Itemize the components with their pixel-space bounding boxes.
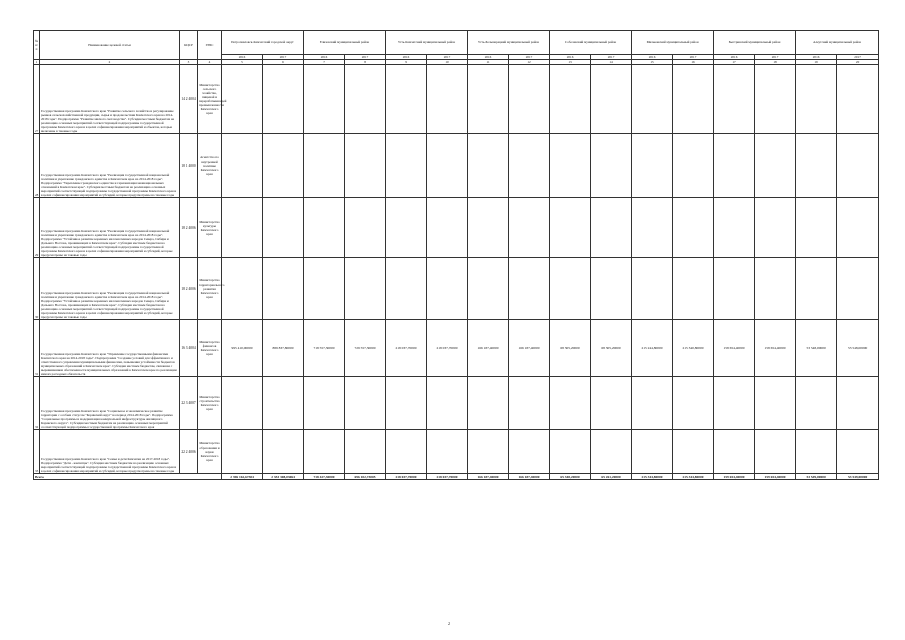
row-value	[386, 65, 427, 134]
row-grbs: Министерство финансов Камчатского края	[198, 320, 222, 377]
page-number: 2	[448, 621, 450, 626]
total-value: 159 654,40000	[714, 474, 755, 480]
row-value	[673, 377, 714, 430]
header-year: 2017	[427, 55, 468, 60]
column-number: 10	[427, 60, 468, 65]
row-value	[386, 198, 427, 258]
table-row	[34, 198, 879, 258]
total-value: 215 344,80000	[632, 474, 673, 480]
row-value	[591, 198, 632, 258]
row-value	[796, 134, 837, 198]
row-value	[345, 198, 386, 258]
row-value: 166 187,40000	[509, 320, 550, 377]
row-value	[468, 377, 509, 430]
row-value	[468, 65, 509, 134]
header-district: Усть-Большерецкий муниципальный район	[468, 31, 550, 55]
table-row	[34, 134, 879, 198]
row-grbs: Министерство строительства Камчатского края	[198, 377, 222, 430]
row-value	[222, 65, 263, 134]
column-number: 20	[837, 60, 879, 65]
row-value	[427, 134, 468, 198]
column-number: 6	[263, 60, 304, 65]
row-kcsr: 22 3 4007	[180, 377, 198, 430]
row-value	[632, 377, 673, 430]
header-district: Елизовский муниципальный район	[304, 31, 386, 55]
row-value	[550, 65, 591, 134]
column-number: 11	[468, 60, 509, 65]
header-year: 2016	[468, 55, 509, 60]
row-value	[304, 377, 345, 430]
row-name: Государственная программа Камчатского края "Реализация государственной национальной политики и укрепление гражданского единства в Камчатском крае на 2014-2018 годы". Подпрограмма "Устойчивое развитие коренных малочисленных народов Севера, Сибири и Дальнего Востока, проживающих в Камчатском крае". Субсидия местным бюджетам на реализацию основных мероприятий соответствующей подпрограммы государственной программы Камчатского края и в целях софинансирования мероприятий и субсидий, которые предусмотрены на таковые годы	[40, 258, 180, 320]
row-number: 33	[34, 430, 40, 474]
row-value	[304, 65, 345, 134]
table-body	[34, 65, 879, 480]
row-value	[673, 65, 714, 134]
total-value: 53 549,00000	[837, 474, 879, 480]
total-label: Всего	[34, 474, 222, 480]
row-value	[263, 377, 304, 430]
row-value: 158 654,40000	[714, 320, 755, 377]
row-value	[427, 430, 468, 474]
header-year: 2016	[796, 55, 837, 60]
row-number: 31	[34, 320, 40, 377]
row-value: 729 557,30000	[345, 320, 386, 377]
column-number: 3	[180, 60, 198, 65]
header-district: Быстринский муниципальный район	[714, 31, 796, 55]
header-kcsr: КЦСР	[180, 31, 198, 60]
row-value	[345, 430, 386, 474]
row-value	[755, 377, 796, 430]
header-year: 2017	[345, 55, 386, 60]
row-value	[673, 258, 714, 320]
row-name: Государственная программа Камчатского края "Реализация государственной национальной политики и укрепление гражданского единства в Камчатском крае на 2014-2018 годы". Подпрограмма "Укрепление гражданского единства и гармонизация межнациональных отношений в Камчатском крае". Субсидия местным бюджетам на реализацию основных мероприятий соответствующей подпрограммы государственной программы Камчатского края и в целях софинансирования мероприятий и субсидий, которые предусмотрены на таковые годы	[40, 134, 180, 198]
column-number: 4	[198, 60, 222, 65]
header-year: 2017	[263, 55, 304, 60]
total-value: 2 353 308,03064	[263, 474, 304, 480]
header-year: 2016	[714, 55, 755, 60]
row-grbs: Министерство образования и науки Камчатского края	[198, 430, 222, 474]
total-row	[34, 474, 879, 480]
header-year: 2016	[632, 55, 673, 60]
row-value	[550, 134, 591, 198]
row-grbs: Агентство по внутренней политике Камчатского края	[198, 134, 222, 198]
header-year: 2017	[591, 55, 632, 60]
total-value: 696 102,73005	[345, 474, 386, 480]
header-year: 2016	[304, 55, 345, 60]
row-value	[386, 258, 427, 320]
row-value	[509, 377, 550, 430]
row-value	[837, 377, 879, 430]
row-value	[427, 65, 468, 134]
header-year: 2016	[222, 55, 263, 60]
row-name: Государственная программа Камчатского края "Социальное и экономическое развитие территории с особым статусом "Корякский округ" на период 2014-2018 годы". Подпрограмма "Социальные программы и модернизация коммунальной инфраструктуры жилищного Корякского округа". Субсидия местным бюджетам на реализацию основных мероприятий соответствующей подпрограммы государственной программы Камчатского края	[40, 377, 180, 430]
row-value	[591, 377, 632, 430]
column-number: 19	[796, 60, 837, 65]
header-year: 2017	[673, 55, 714, 60]
row-number: 30	[34, 258, 40, 320]
row-value	[755, 258, 796, 320]
header-num: № п/п	[34, 31, 40, 60]
row-value	[427, 198, 468, 258]
row-name: Государственная программа Камчатского края "Управление государственными финансами Камчатского края на 2014-2018 годы". Подпрограмма "Создание условий для эффективного и ответственного управления муниципальными финансами, повышения устойчивости бюджетов муниципальных образований в Камчатском крае". Субсидия местным бюджетам, связанная с выравниванием обеспеченности муниципальных образований в Камчатском крае по реализации ими их расходных обязательств	[40, 320, 180, 377]
row-value	[632, 198, 673, 258]
column-number: 7	[304, 60, 345, 65]
row-value	[714, 430, 755, 474]
row-value	[550, 258, 591, 320]
row-value	[468, 134, 509, 198]
header-year: 2017	[509, 55, 550, 60]
row-value	[755, 134, 796, 198]
row-value	[714, 134, 755, 198]
row-value	[263, 430, 304, 474]
row-value	[263, 198, 304, 258]
row-value	[591, 134, 632, 198]
row-value	[632, 65, 673, 134]
column-number: 9	[386, 60, 427, 65]
row-grbs: Министерство культуры Камчатского края	[198, 198, 222, 258]
row-kcsr: 18 2 4006	[180, 258, 198, 320]
row-value	[632, 430, 673, 474]
column-number: 14	[591, 60, 632, 65]
row-value	[837, 258, 879, 320]
table-row	[34, 258, 879, 320]
row-kcsr: 14 2 4004	[180, 65, 198, 134]
row-value: 166 187,40000	[468, 320, 509, 377]
header-district: Мильковский муниципальный район	[632, 31, 714, 55]
row-value	[796, 430, 837, 474]
row-value: 53 548,00000	[837, 320, 879, 377]
header-year: 2017	[755, 55, 796, 60]
row-kcsr: 16 3 4004	[180, 320, 198, 377]
row-value	[550, 198, 591, 258]
row-value	[386, 430, 427, 474]
column-number: 18	[755, 60, 796, 65]
header-row	[34, 31, 879, 55]
column-number: 1	[34, 60, 40, 65]
row-value	[345, 65, 386, 134]
row-value	[796, 258, 837, 320]
column-number: 5	[222, 60, 263, 65]
row-value	[714, 258, 755, 320]
header-name: Наименование целевой статьи	[40, 31, 180, 60]
total-value: 218 037,70000	[386, 474, 427, 480]
row-value	[755, 65, 796, 134]
row-grbs: Министерство территориального развития Камчатского края	[198, 258, 222, 320]
row-value: 889 837,80000	[263, 320, 304, 377]
row-value	[509, 258, 550, 320]
row-value	[591, 65, 632, 134]
row-value	[304, 198, 345, 258]
row-value	[222, 198, 263, 258]
row-name: Государственная программа Камчатского края "Развитие сельского хозяйства и регулирование рынков сельскохозяйственной продукции, сырья и продовольствия Камчатского края на 2014-2018 годы". Подпрограмма "Развитие мясного скотоводства". Субсидия местным бюджетам на реализацию основных мероприятий соответствующей подпрограммы государственной программы Камчатского края и в целях софинансирования мероприятий и объектов, которые включены в таковые годы	[40, 65, 180, 134]
row-value: 68 305,20000	[550, 320, 591, 377]
row-value	[837, 65, 879, 134]
row-value	[468, 258, 509, 320]
total-value: 65 348,20000	[550, 474, 591, 480]
row-value	[509, 430, 550, 474]
table-row	[34, 320, 879, 377]
row-number: 27	[34, 65, 40, 134]
table-row	[34, 65, 879, 134]
budget-table	[33, 30, 879, 480]
header-district: Петропавловск-Камчатский городской округ	[222, 31, 304, 55]
column-number: 2	[40, 60, 180, 65]
row-value	[386, 134, 427, 198]
row-value	[427, 377, 468, 430]
row-value: 218 037,70000	[386, 320, 427, 377]
row-value	[263, 258, 304, 320]
row-kcsr: 18 1 4000	[180, 134, 198, 198]
row-value: 215 340,80000	[673, 320, 714, 377]
total-value: 218 037,70000	[427, 474, 468, 480]
column-number: 15	[632, 60, 673, 65]
row-value	[755, 430, 796, 474]
row-value	[304, 430, 345, 474]
row-value	[386, 377, 427, 430]
row-value	[222, 258, 263, 320]
column-number: 16	[673, 60, 714, 65]
row-value	[714, 65, 755, 134]
column-number: 17	[714, 60, 755, 65]
header-grbs: ГРБС	[198, 31, 222, 60]
row-value: 68 305,20000	[591, 320, 632, 377]
row-kcsr: 18 2 4006	[180, 198, 198, 258]
row-value	[837, 430, 879, 474]
total-value: 53 549,00000	[796, 474, 837, 480]
row-value	[345, 258, 386, 320]
row-name: Государственная программа Камчатского края "Семья и дети Камчатки на 2017-2018 годы". Подпрограмма "Дети - камчатцы". Субсидия местным бюджетам на реализацию основных мероприятий соответствующей подпрограммы государственной программы Камчатского края и в целях софинансирования мероприятий и субсидий, которые предусмотрены на таковые годы	[40, 430, 180, 474]
total-value: 65 261,20000	[591, 474, 632, 480]
row-name: Государственная программа Камчатского края "Реализация государственной национальной политики и укрепление гражданского единства в Камчатском крае на 2014-2018 годы". Подпрограмма "Устойчивое развитие коренных малочисленных народов Севера, Сибири и Дальнего Востока, проживающих в Камчатском крае". Субсидия местным бюджетам на реализацию основных мероприятий соответствующей подпрограммы государственной программы Камчатского края и в целях софинансирования мероприятий и субсидий, которые предусмотрены на таковые годы	[40, 198, 180, 258]
row-value	[222, 134, 263, 198]
header-district: Усть-Камчатский муниципальный район	[386, 31, 468, 55]
row-value	[714, 377, 755, 430]
row-value	[796, 377, 837, 430]
row-value	[591, 430, 632, 474]
row-value	[222, 377, 263, 430]
row-value	[550, 377, 591, 430]
header-district: Алеутский муниципальный район	[796, 31, 879, 55]
row-value: 995 410,00000	[222, 320, 263, 377]
column-number: 13	[550, 60, 591, 65]
total-value: 2 396 162,67304	[222, 474, 263, 480]
row-value	[796, 65, 837, 134]
row-number: 28	[34, 134, 40, 198]
total-value: 166 187,40000	[509, 474, 550, 480]
row-number: 29	[34, 198, 40, 258]
header-year: 2016	[386, 55, 427, 60]
row-value	[263, 134, 304, 198]
row-value	[509, 65, 550, 134]
total-value: 159 654,40000	[755, 474, 796, 480]
row-value: 53 548,00000	[796, 320, 837, 377]
row-value: 158 654,40000	[755, 320, 796, 377]
row-value	[673, 134, 714, 198]
row-value	[755, 198, 796, 258]
row-value	[673, 198, 714, 258]
row-number: 32	[34, 377, 40, 430]
row-value	[509, 198, 550, 258]
row-value	[345, 134, 386, 198]
table-row	[34, 430, 879, 474]
row-value	[509, 134, 550, 198]
header-year: 2016	[550, 55, 591, 60]
header-year: 2017	[837, 55, 879, 60]
row-value	[468, 430, 509, 474]
row-value	[837, 134, 879, 198]
row-value	[632, 134, 673, 198]
row-value	[304, 134, 345, 198]
row-value	[550, 430, 591, 474]
column-number: 8	[345, 60, 386, 65]
total-value: 718 427,30000	[304, 474, 345, 480]
row-value	[591, 258, 632, 320]
row-value	[714, 198, 755, 258]
table-row	[34, 377, 879, 430]
header-district: Соболевский муниципальный район	[550, 31, 632, 55]
row-value	[468, 198, 509, 258]
total-value: 215 344,80000	[673, 474, 714, 480]
total-value: 166 187,40000	[468, 474, 509, 480]
row-value	[222, 430, 263, 474]
row-value	[673, 430, 714, 474]
row-value: 215 244,80000	[632, 320, 673, 377]
row-value	[345, 377, 386, 430]
row-value	[427, 258, 468, 320]
row-value	[837, 198, 879, 258]
row-kcsr: 22 2 4006	[180, 430, 198, 474]
row-grbs: Министерство сельского хозяйства, пищевой и перерабатывающей промышленности Камчатского края	[198, 65, 222, 134]
row-value	[796, 198, 837, 258]
row-value: 218 037,70000	[427, 320, 468, 377]
row-value	[304, 258, 345, 320]
column-number: 12	[509, 60, 550, 65]
row-value	[263, 65, 304, 134]
row-value: 718 557,30000	[304, 320, 345, 377]
row-value	[632, 258, 673, 320]
